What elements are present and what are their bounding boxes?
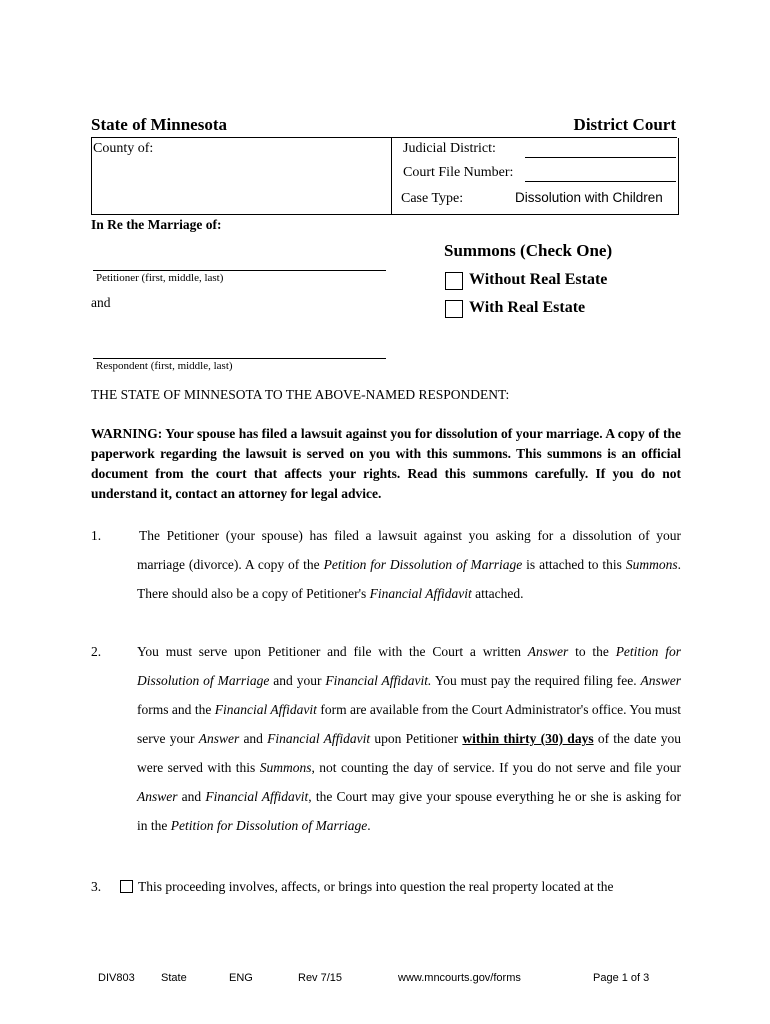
respondent-label: Respondent (first, middle, last) <box>96 360 233 372</box>
court-file-number-field[interactable] <box>525 181 676 182</box>
court-file-number-label: Court File Number: <box>403 165 514 180</box>
paragraph-3-text: This proceeding involves, affects, or brings into question the real property located at the <box>138 879 614 894</box>
paragraph-1-number: 1. <box>91 528 102 543</box>
county-label: County of: <box>93 141 154 156</box>
with-real-estate-checkbox[interactable] <box>445 300 463 318</box>
with-real-estate-label: With Real Estate <box>469 299 586 316</box>
in-re-heading: In Re the Marriage of: <box>91 217 222 232</box>
court-heading: District Court <box>573 115 676 134</box>
without-real-estate-label: Without Real Estate <box>469 271 608 288</box>
petitioner-field[interactable] <box>93 270 386 271</box>
footer-language: ENG <box>229 972 253 984</box>
judicial-district-field[interactable] <box>525 157 676 158</box>
real-property-checkbox[interactable] <box>120 880 133 893</box>
case-type-value: Dissolution with Children <box>515 190 663 205</box>
paragraph-2-number: 2. <box>91 644 102 659</box>
footer-revision: Rev 7/15 <box>298 972 343 984</box>
without-real-estate-checkbox[interactable] <box>445 272 463 290</box>
petitioner-label: Petitioner (first, middle, last) <box>96 272 224 284</box>
paragraph-3-number: 3. <box>91 879 102 894</box>
address-line: THE STATE OF MINNESOTA TO THE ABOVE-NAMED RESPONDENT: <box>91 387 510 402</box>
case-type-label: Case Type: <box>401 191 464 206</box>
warning-paragraph: WARNING: Your spouse has filed a lawsuit against you for dissolution of your marriage. A copy of the paperwork regarding the lawsuit is served on you with this summons. This summons is an official document from the court that affects your rights. Read this summons carefully. If you do not understand it, contact an attorney for legal advice. <box>91 426 681 501</box>
footer-form-id: DIV803 <box>98 972 135 984</box>
paragraph-1: The Petitioner (your spouse) has filed a lawsuit against you asking for a dissolution of your marriage (divorce). A copy of the Petition for Dissolution of Marriage is attached to this Summons. There should also be a copy of Petitioner's Financial Affidavit attached. <box>137 528 681 601</box>
and-text: and <box>91 295 111 310</box>
summons-title: Summons (Check One) <box>444 241 613 260</box>
state-heading: State of Minnesota <box>91 115 227 134</box>
respondent-field[interactable] <box>93 358 386 359</box>
footer-url[interactable]: www.mncourts.gov/forms <box>398 972 521 984</box>
judicial-district-label: Judicial District: <box>403 141 496 156</box>
footer-page-number: Page 1 of 3 <box>593 972 650 984</box>
footer-state: State <box>161 972 187 984</box>
paragraph-2: You must serve upon Petitioner and file with the Court a written Answer to the Petition for Dissolution of Marriage and your Financial Affidavit. You must pay the required filing fee. Answer forms and the Financial Affidavit form are available from the Court Administrator's office. You must serve your Answer and Financial Affidavit upon Petitioner within thirty (30) days of the date you were served with this Summons, not counting the day of service. If you do not serve and file your Answer and Financial Affidavit, the Court may give your spouse everything he or she is asking for in the Petition for Dissolution of Marriage. <box>137 644 681 833</box>
